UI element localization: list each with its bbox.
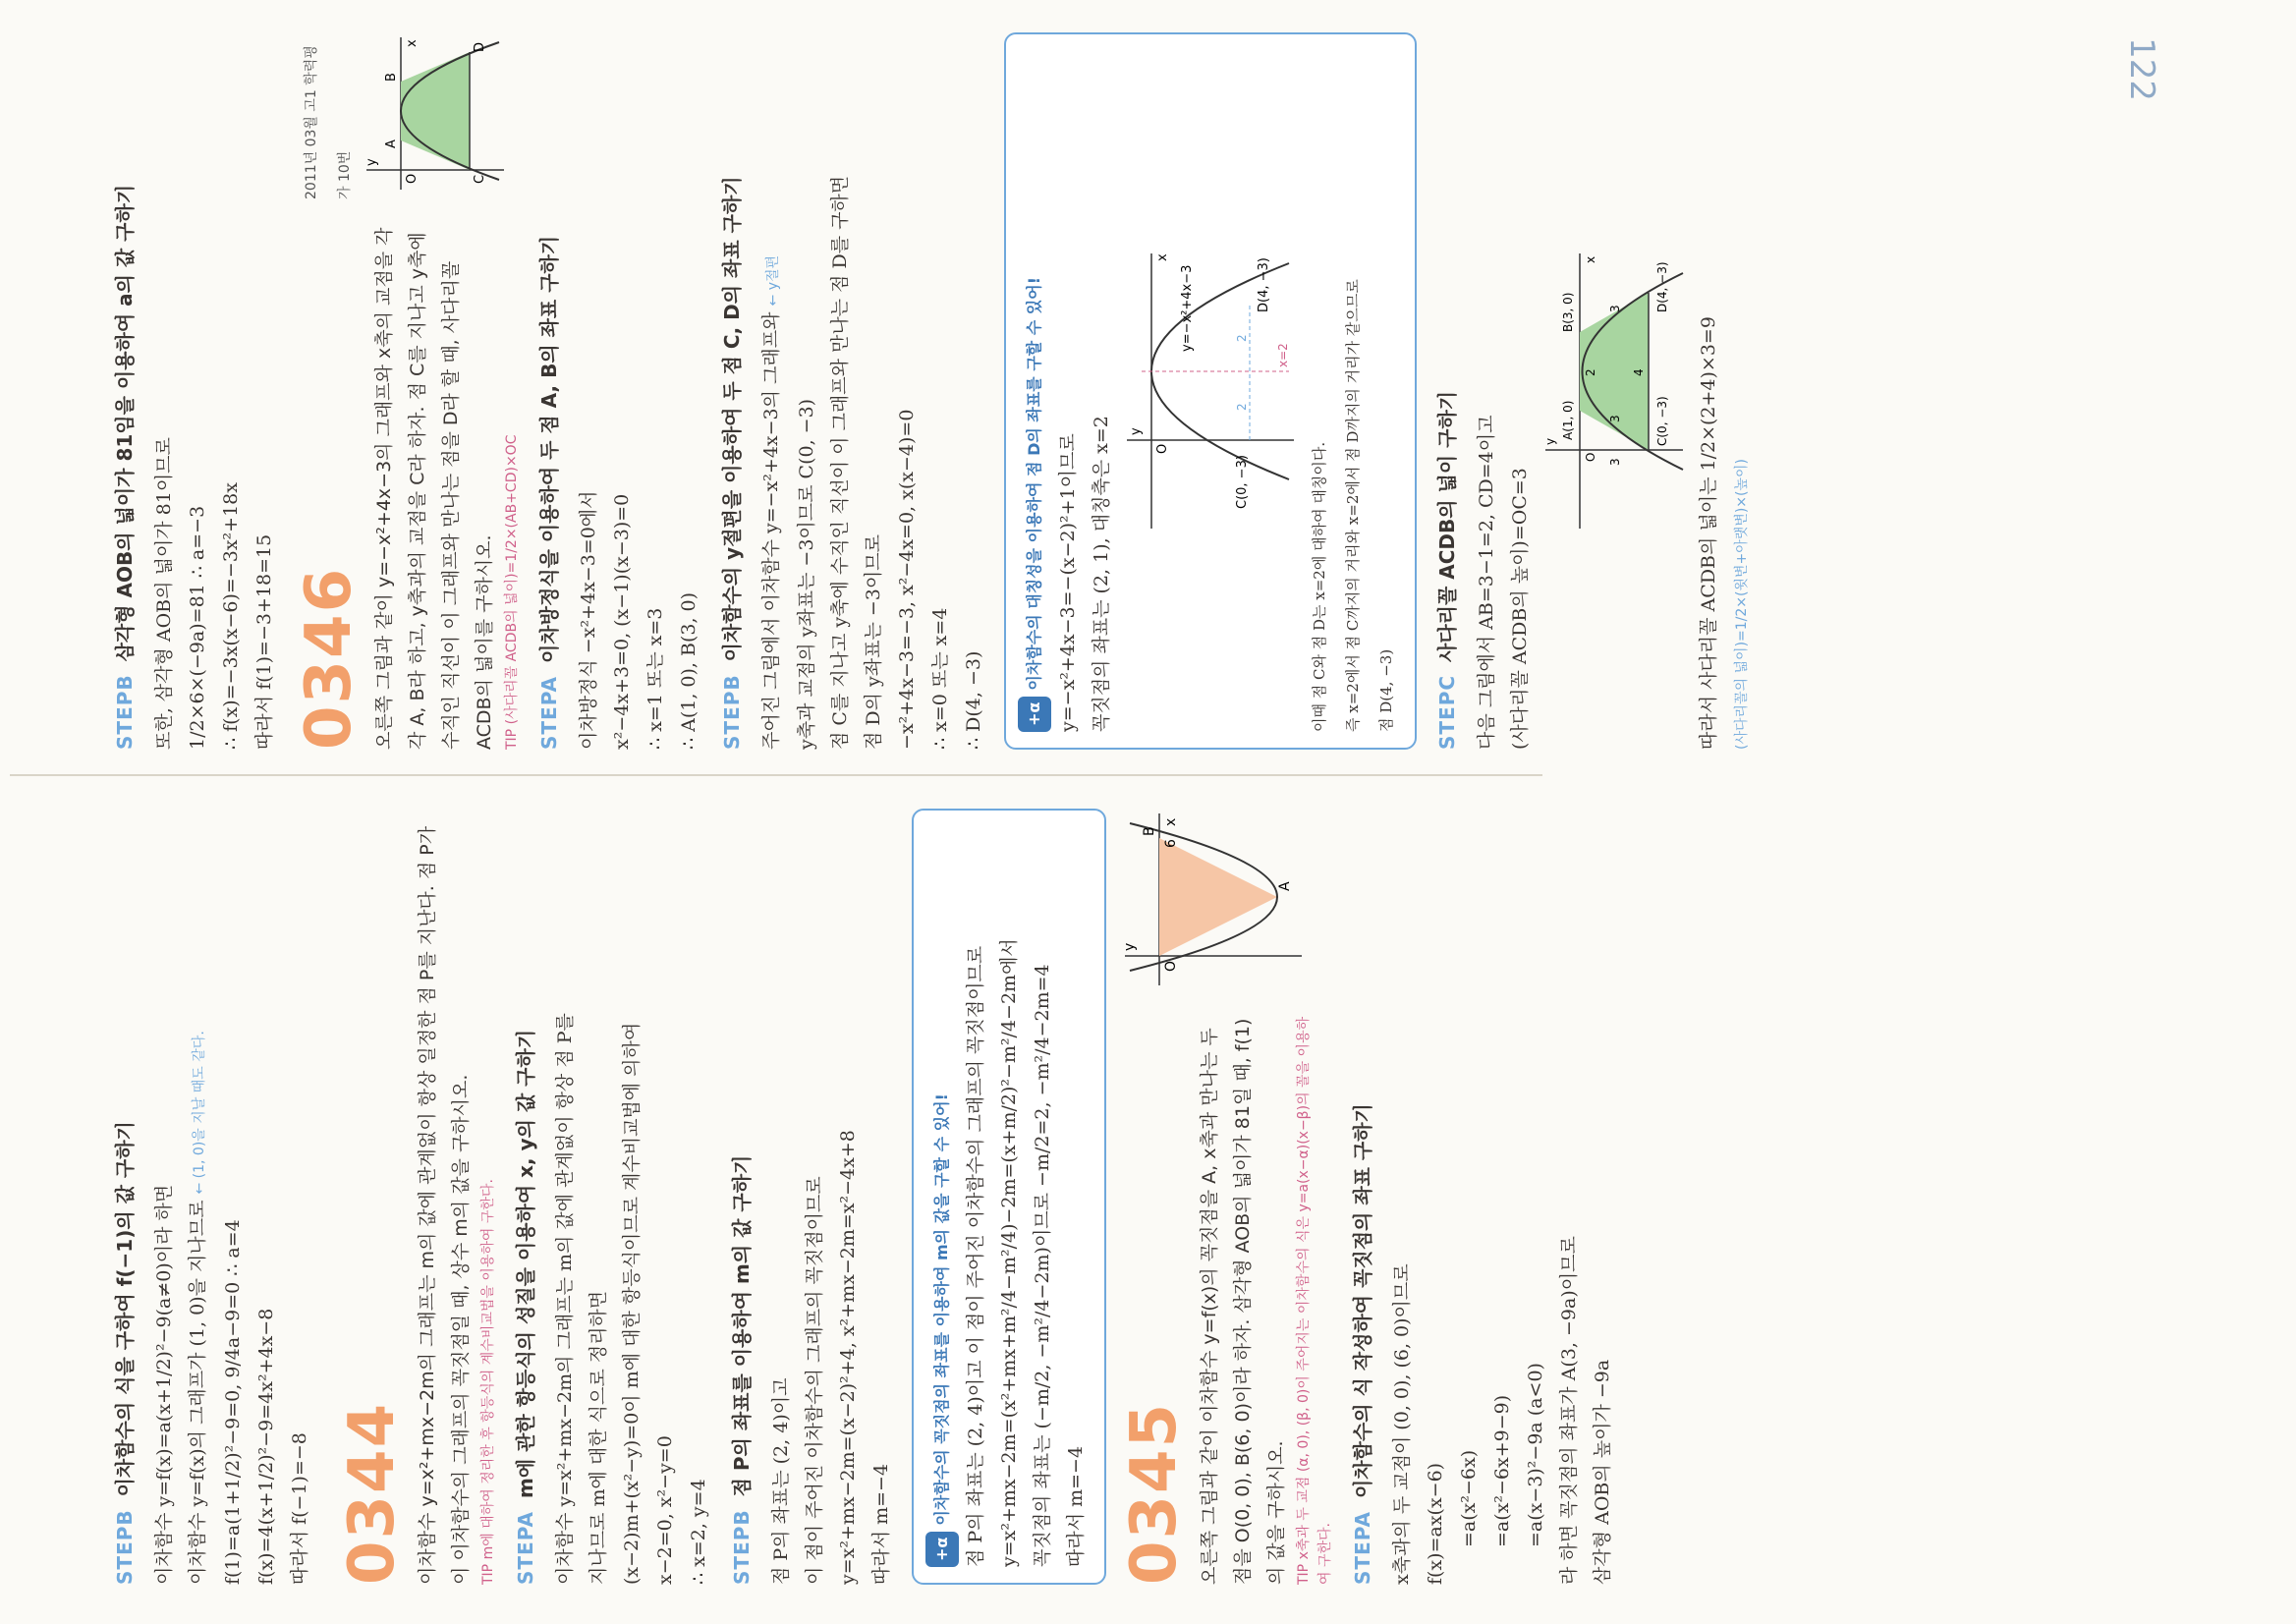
tip-0345: TIP x축과 두 교점 (α, 0), (β, 0)이 주어지는 이차함수의 식은 y=a(x−α)(x−β)의 꼴을 이용하여 구한다. — [1296, 1016, 1333, 1585]
solution-line: 따라서 f(−1)=−8 — [289, 1432, 310, 1585]
length-label: 3 — [1608, 415, 1622, 422]
solution-line: 다음 그림에서 AB=3−1=2, CD=4이고 — [1476, 415, 1497, 750]
x-axis-label: x — [1155, 253, 1170, 261]
solution-line: ∴ x=2, y=4 — [688, 1479, 709, 1585]
origin-label: O — [405, 173, 420, 184]
solution-line: x−2=0, x²−y=0 — [654, 1435, 676, 1585]
point-c-label: C(0, −3) — [1655, 396, 1669, 446]
length-label: 2 — [1584, 368, 1597, 376]
solution-line: 주어진 그림에서 이차함수 y=−x²+4x−3의 그래프와 ← y절편 — [760, 254, 782, 750]
graph-0346 — [362, 32, 509, 199]
step-b-heading: STEPB 점 P의 좌표를 이용하여 m의 값 구하기 — [730, 1154, 754, 1585]
distance-label: 2 — [1235, 334, 1249, 342]
trapezoid-graph — [1540, 244, 1688, 538]
solution-line: f(1)=a(1+1/2)²−9=0, 9/4a−9=0 ∴ a=4 — [222, 1219, 244, 1585]
solution-line: 또한, 삼각형 AOB의 넓이가 81이므로 — [153, 437, 175, 750]
solution-line: 점 D의 y좌표는 −3이므로 — [863, 534, 884, 750]
y-axis-label: y — [1543, 437, 1557, 445]
solution-line: ∴ f(x)=−3x(x−6)=−3x²+18x — [220, 482, 242, 750]
column-divider — [10, 774, 1542, 776]
origin-label: O — [1155, 443, 1170, 454]
step-b-heading: STEPB 삼각형 AOB의 넓이가 81임을 이용하여 a의 값 구하기 — [113, 184, 137, 750]
box-line: y=−x²+4x−3=−(x−2)²+1이므로 — [1057, 433, 1079, 732]
solution-line: (x−2)m+(x²−y)=0이 m에 대한 항등식이므로 계수비교법에 의하여 — [621, 1022, 643, 1585]
question-0346: 오른쪽 그림과 같이 y=−x²+4x−3의 그래프와 x축의 교점을 각각 A, B라 하고, y축과의 교점을 C라 하자. 점 C를 지나고 y축에 수직인 직선이 이 그래프와 만나는 점을 D라 할 때, 사다리꼴 ACDB의 넓이를 구하시오. — [373, 227, 495, 750]
point-a-label: A(1, 0) — [1561, 400, 1575, 440]
box-line: 따라서 m=−4 — [1065, 1445, 1087, 1567]
final-note: (사다리꼴의 넓이)=1/2×(윗변+아랫변)×(높이) — [1734, 458, 1750, 750]
origin-label: O — [1163, 960, 1179, 972]
y-axis-label: y — [1122, 942, 1138, 951]
step-b-heading: STEPB 이차함수의 y절편을 이용하여 두 점 C, D의 좌표 구하기 — [720, 176, 744, 750]
y-axis-label: y — [1129, 427, 1144, 435]
point-a-label: A — [1277, 881, 1293, 891]
side-note: ← (1, 0)을 지날 때도 같다. — [192, 1031, 207, 1195]
solution-line: 1/2×6×(−9a)=81 ∴ a=−3 — [187, 505, 208, 750]
solution-line: ∴ D(4, −3) — [963, 650, 984, 750]
left-column — [98, 809, 1619, 1585]
solution-line: 따라서 f(1)=−3+18=15 — [253, 533, 275, 750]
solution-line: ∴ x=1 또는 x=3 — [644, 607, 666, 750]
point-c-label: C(0, −3) — [1235, 455, 1250, 509]
solution-line: x²−4x+3=0, (x−1)(x−3)=0 — [611, 493, 633, 750]
solution-line: 지나므로 m에 대한 식으로 정리하면 — [588, 1290, 609, 1585]
point-d-label: D(4, −3) — [1655, 261, 1669, 312]
y-axis-label: y — [364, 158, 379, 166]
point-a-label: A — [384, 140, 399, 148]
solution-line: 이차함수 y=f(x)=a(x+1/2)²−9(a≠0)이라 하면 — [153, 1184, 175, 1585]
box-line: 점 P의 좌표는 (2, 4)이고 이 점이 주어진 이차함수의 그래프의 꼭짓점이므로 — [965, 945, 986, 1567]
solution-line: (사다리꼴 ACDB의 높이)=OC=3 — [1509, 468, 1531, 750]
length-label: 3 — [1608, 458, 1622, 466]
alpha-badge: +α — [1018, 697, 1051, 732]
x-axis-label: x — [1584, 255, 1597, 263]
point-c-label: C — [473, 174, 487, 184]
solution-line: f(x)=4(x+1/2)²−9=4x²+4x−8 — [255, 1308, 277, 1585]
solution-line: 이차방정식 −x²+4x−3=0에서 — [578, 490, 599, 750]
solution-line: 라 하면 꼭짓점의 좌표가 A(3, −9a)이므로 — [1558, 1236, 1580, 1585]
symmetry-graph — [1122, 244, 1299, 538]
alpha-box-0346 — [1004, 32, 1417, 750]
solution-line: =a(x²−6x) — [1458, 1449, 1480, 1547]
step-a-heading: STEPA m에 관한 항등식의 성질을 이용하여 x, y의 값 구하기 — [514, 1029, 537, 1585]
page-number: 122 — [2122, 37, 2161, 101]
solution-line: 이차함수 y=f(x)의 그래프가 (1, 0)을 지나므로 ← (1, 0)을 지날 때도 같다. — [187, 1031, 208, 1585]
solution-line: ∴ A(1, 0), B(3, 0) — [678, 591, 700, 750]
x-axis-label: x — [1163, 817, 1179, 826]
solution-line: =a(x²−6x+9−9) — [1491, 1394, 1513, 1547]
length-label: 4 — [1632, 368, 1646, 376]
final-answer: 따라서 사다리꼴 ACDB의 넓이는 1/2×(2+4)×3=9 — [1698, 316, 1719, 750]
right-column — [98, 32, 1759, 750]
step-a-heading: STEPA 이차방정식을 이용하여 두 점 A, B의 좌표 구하기 — [537, 235, 561, 750]
source-label: 2011년 03월 고1 학력평가 10번 — [304, 45, 353, 199]
solution-line: =a(x−3)²−9a (a<0) — [1525, 1363, 1546, 1547]
question-0344: 이차함수 y=x²+mx−2m의 그래프는 m의 값에 관계없이 항상 일정한 점 P를 지난다. 점 P가 이 이차함수의 그래프의 꼭짓점일 때, 상수 m의 값을 구하시오. — [417, 825, 472, 1585]
alpha-box-0344 — [912, 809, 1106, 1585]
solution-line: −x²+4x−3=−3, x²−4x=0, x(x−4)=0 — [896, 409, 918, 750]
point-d-label: D — [473, 41, 487, 52]
origin-label: O — [1584, 452, 1597, 462]
solution-line: 이 점이 주어진 이차함수의 그래프의 꼭짓점이므로 — [804, 1176, 825, 1585]
box-line: 즉 x=2에서 점 C까지의 거리와 x=2에서 점 D까지의 거리가 같으므로 — [1344, 279, 1362, 732]
solution-line: 삼각형 AOB의 높이가 −9a — [1592, 1359, 1613, 1585]
solution-line: f(x)=ax(x−6) — [1425, 1462, 1446, 1585]
curve-label: y=−x²+4x−3 — [1180, 264, 1195, 352]
axis-of-symmetry-label: x=2 — [1276, 343, 1290, 367]
box-title: +α이차함수의 꼭짓점의 좌표를 이용하여 m의 값을 구할 수 있어! — [925, 826, 959, 1567]
step-c-heading: STEPC 사다리꼴 ACDB의 넓이 구하기 — [1435, 390, 1459, 750]
box-line: 점 D(4, −3) — [1377, 648, 1395, 732]
box-line: 꼭짓점의 좌표는 (−m/2, −m²/4−2m)이므로 −m/2=2, −m²/4−2m=4 — [1032, 964, 1053, 1567]
box-line: 꼭짓점의 좌표는 (2, 1), 대칭축은 x=2 — [1091, 416, 1112, 732]
problem-number-0344: 0344 — [336, 1401, 409, 1585]
tick-6-label: 6 — [1163, 839, 1179, 848]
tip-0344: TIP m에 대하여 정리한 후 항등식의 계수비교법을 이용하여 구한다. — [480, 1179, 496, 1585]
solution-line: y축과 교점의 y좌표는 −3이므로 C(0, −3) — [796, 398, 817, 750]
point-b-label: B — [384, 73, 399, 82]
alpha-badge: +α — [925, 1532, 959, 1567]
problem-number-0346: 0346 — [293, 566, 365, 750]
step-b-heading: STEPB 이차함수의 식을 구하여 f(−1)의 값 구하기 — [113, 1121, 137, 1585]
problem-number-0345: 0345 — [1118, 1401, 1191, 1585]
solution-line: 점 C를 지나고 y축에 수직인 직선이 이 그래프와 만나는 점 D를 구하면 — [829, 175, 851, 750]
point-b-label: B — [1142, 826, 1157, 836]
point-b-label: B(3, 0) — [1561, 292, 1575, 332]
box-line: 이때 점 C와 점 D는 x=2에 대하여 대칭이다. — [1311, 441, 1328, 732]
x-axis-label: x — [405, 39, 420, 47]
box-title: +α이차함수의 대칭성을 이용하여 점 D의 좌표를 구할 수 있어! — [1018, 50, 1051, 732]
step-a-heading: STEPA 이차함수의 식 작성하여 꼭짓점의 좌표 구하기 — [1351, 1103, 1374, 1585]
solution-line: 이차함수 y=x²+mx−2m의 그래프는 m의 값에 관계없이 항상 점 P를 — [554, 1013, 576, 1585]
graph-0345 — [1120, 809, 1307, 995]
solution-line: ∴ x=0 또는 x=4 — [929, 607, 951, 750]
question-0345: 오른쪽 그림과 같이 이차함수 y=f(x)의 꼭짓점을 A, x축과 만나는 두 점을 O(0, 0), B(6, 0)이라 하자. 삼각형 AOB의 넓이가 81일 때, f(1)의 값을 구하시오. — [1199, 1018, 1287, 1585]
tip-0346: TIP (사다리꼴 ACDB의 넓이)=1/2×(AB+CD)×OC — [504, 434, 520, 750]
solution-line: 따라서 m=−4 — [870, 1463, 892, 1585]
solution-line: 점 P의 좌표는 (2, 4)이고 — [770, 1377, 792, 1585]
box-line: y=x²+mx−2m=(x²+mx+m²/4−m²/4)−2m=(x+m/2)²−m²/4−2m에서 — [998, 938, 1020, 1567]
side-note: ← y절편 — [765, 254, 781, 307]
solution-line: x축과의 두 교점이 (0, 0), (6, 0)이므로 — [1391, 1263, 1413, 1585]
solution-line: y=x²+mx−2m=(x−2)²+4, x²+mx−2m=x²−4x+8 — [837, 1130, 859, 1585]
distance-label: 2 — [1235, 403, 1249, 411]
point-d-label: D(4, −3) — [1257, 257, 1271, 312]
length-label: 3 — [1608, 305, 1622, 312]
